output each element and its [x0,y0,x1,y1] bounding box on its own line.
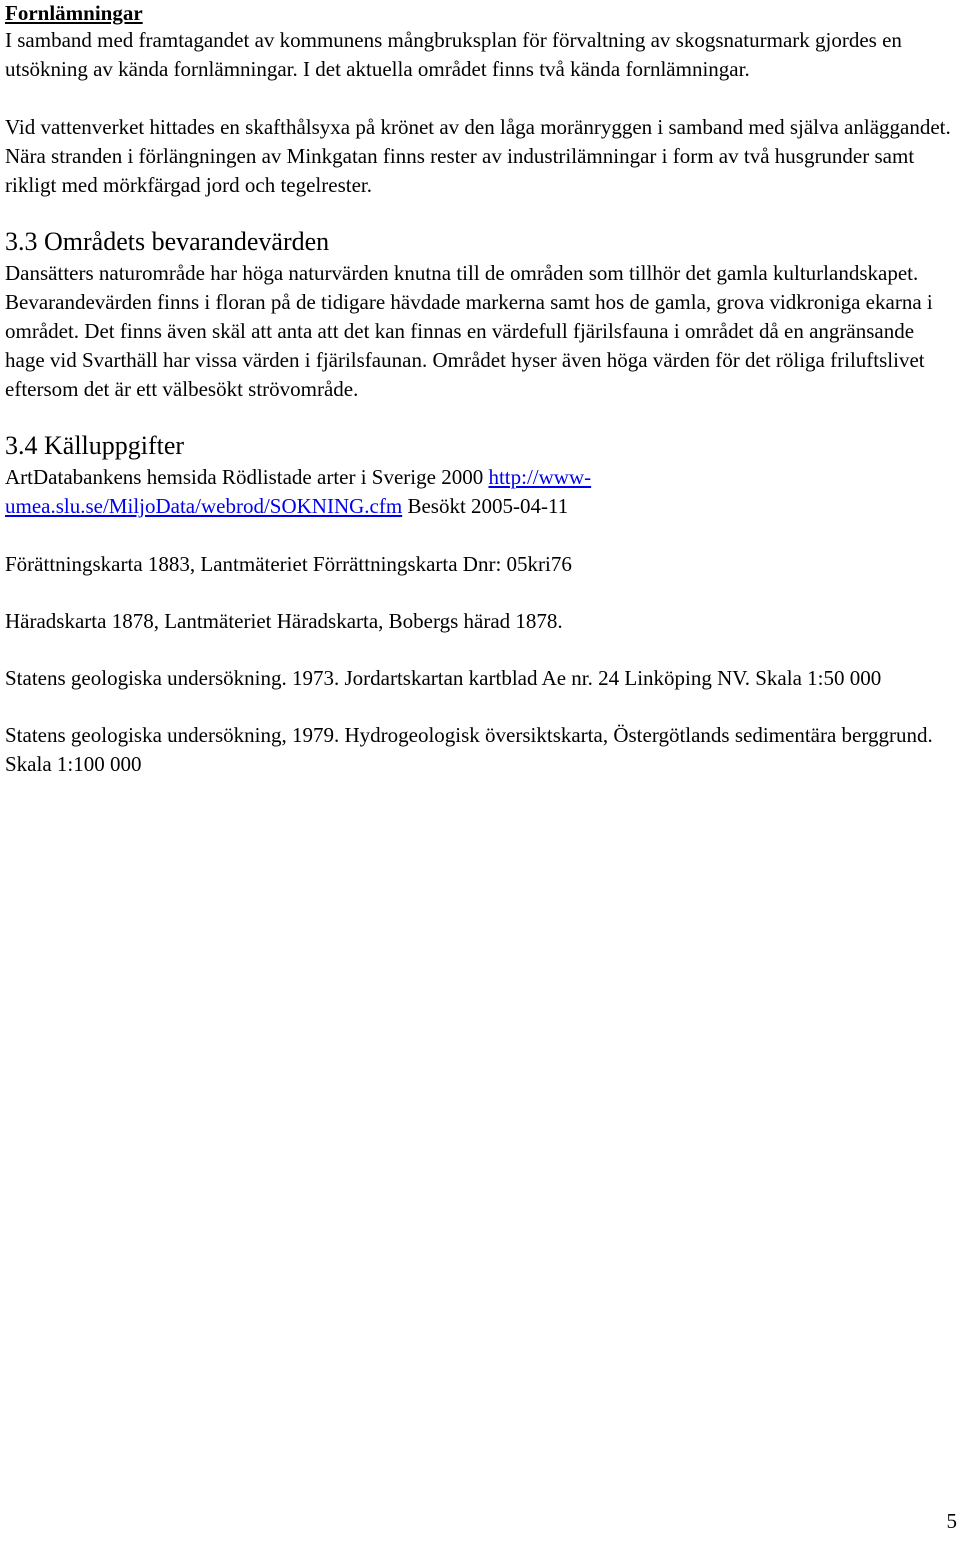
reference-hydrogeologisk-karta: Statens geologiska undersökning, 1979. Hydrogeologisk översiktskarta, Östergötlands sedimentära berggrund. Skala 1:100 000 [5,723,933,776]
page-number: 5 [946,1509,957,1533]
fornlamningar-paragraph-2: Vid vattenverket hittades en skafthålsyxa på krönet av den låga moränryggen i samband med själva anläggandet. Nära stranden i förlängningen av Minkgatan finns rester av industrilämningar i form av två husgrunder samt rikligt med mörkfärgad jord och tegelrester. [5,115,951,197]
reference-jordartskartan: Statens geologiska undersökning. 1973. Jordartskartan kartblad Ae nr. 24 Linköping NV. Skala 1:50 000 [5,666,882,690]
document-page [5,0,957,779]
section-3-3 [5,225,957,404]
reference-artdatabanken [5,463,957,521]
fornlamningar-heading: Fornlämningar [5,1,143,25]
spacer [5,200,957,225]
reference-artdatabanken-visited: Besökt 2005-04-11 [402,494,569,518]
fornlamningar-section [5,0,957,200]
section-3-4 [5,429,957,779]
reference-forrattningskarta: Förättningskarta 1883, Lantmäteriet Förrättningskarta Dnr: 05kri76 [5,552,572,576]
section-3-4-heading: 3.4 Källuppgifter [5,431,185,460]
section-3-3-heading: 3.3 Områdets bevarandevärden [5,227,330,256]
reference-artdatabanken-text: ArtDatabankens hemsida Rödlistade arter i Sverige 2000 [5,465,489,489]
spacer [5,636,957,664]
reference-haradskarta: Häradskarta 1878, Lantmäteriet Häradskarta, Bobergs härad 1878. [5,609,563,633]
artdatabanken-link[interactable]: http://www-umea.slu.se/MiljoData/webrod/SOKNING.cfm [5,465,592,518]
spacer [5,579,957,607]
spacer [5,521,957,550]
fornlamningar-paragraph-1: I samband med framtagandet av kommunens mångbruksplan för förvaltning av skogsnaturmark gjordes en utsökning av kända fornlämningar. I det aktuella området finns två kända fornlämningar. [5,28,902,81]
spacer [5,693,957,721]
spacer [5,84,957,113]
section-3-3-body: Dansätters naturområde har höga naturvärden knutna till de områden som tillhör det gamla kulturlandskapet. Bevarandevärden finns i floran på de tidigare hävdade markerna samt hos de gamla, grova vidkroniga ekarna i området. Det finns även skäl att anta att det kan finnas en värdefull fjärilsfauna i området då en angränsande hage vid Svarthäll har vissa värden i fjärilsfaunan. Området hyser även höga värden för det röliga friluftslivet eftersom det är ett välbesökt strövområde. [5,261,933,401]
spacer [5,404,957,429]
